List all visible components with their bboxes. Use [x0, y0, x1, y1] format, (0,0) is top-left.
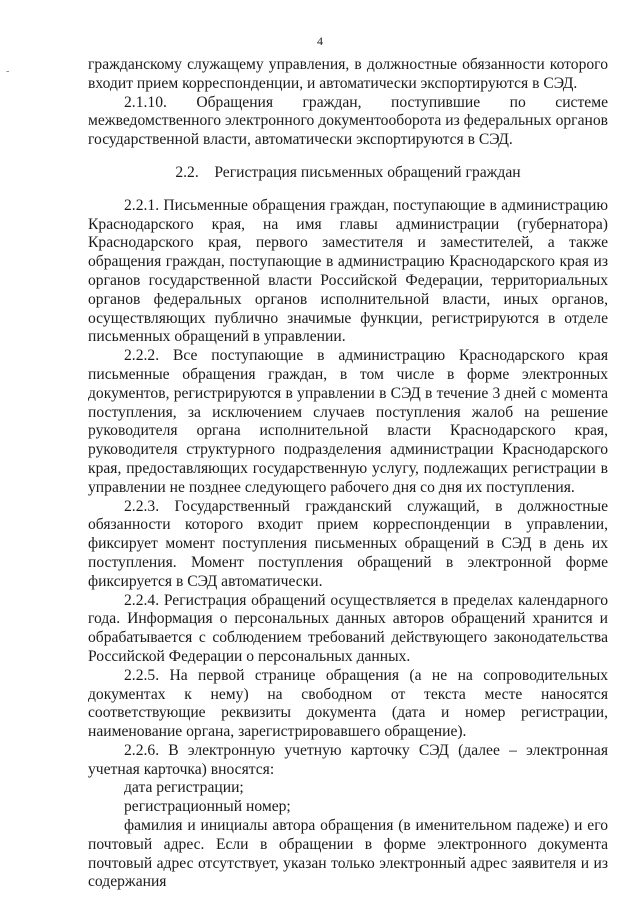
document-body: [88, 56, 608, 892]
paragraph-2-2-1: 2.2.1. Письменные обращения граждан, поступающие в администрацию Краснодарского края, на имя главы администрации (губернатора) Краснодарского края, первого заместителя и заместителей, а также обращения граждан, поступающие в администрацию Краснодарского края из органов государственной власти Российской Федерации, территориальных органов федеральных органов исполнительной власти, иных органов, осуществляющих публично значимые функции, регистрируются в отделе письменных обращений в управлении.: [88, 196, 608, 346]
paragraph-2-2-5: 2.2.5. На первой странице обращения (а не на сопроводительных документах к нему) на свободном от текста месте наносятся соответствующие реквизиты документа (дата и номер регистрации, наименование органа, зарегистрировавшего обращение).: [88, 666, 608, 741]
margin-mark: -: [6, 66, 10, 77]
section-heading-2-2: 2.2. Регистрация письменных обращений граждан: [175, 163, 521, 181]
list-item-registration-date: дата регистрации;: [124, 779, 244, 797]
paragraph-2-2-3: 2.2.3. Государственный гражданский служащий, в должностные обязанности которого входит прием корреспонденции в управлении, фиксирует момент поступления письменных обращений в СЭД в день их поступления. Момент поступления обращений в электронной форме фиксируется в СЭД автоматически.: [88, 497, 608, 590]
paragraph-2-2-6: 2.2.6. В электронную учетную карточку СЭД (далее – электронная учетная карточка) вносятся:: [88, 741, 608, 778]
paragraph-2-2-2: 2.2.2. Все поступающие в администрацию Краснодарского края письменные обращения граждан, в том числе в форме электронных документов, регистрируются в управлении в СЭД в течение 3 дней с момента поступления, за исключением случаев поступления жалоб на решение руководителя органа исполнительной власти Краснодарского края, руководителя структурного подразделения администрации Краснодарского края, предоставляющих государственную услугу, подлежащих регистрации в управлении не позднее следующего рабочего дня со дня их поступления.: [88, 347, 608, 496]
paragraph-author-name: фамилия и инициалы автора обращения (в именительном падеже) и его почтовый адрес. Если в обращении в форме электронного документа почтовый адрес отсутствует, указан только электронный адрес заявителя и из содержания: [88, 817, 608, 891]
paragraph-2-1-10: 2.1.10. Обращения граждан, поступившие по системе межведомственного электронного документооборота из федеральных органов государственной власти, автоматически экспортируются в СЭД.: [88, 93, 608, 149]
list-item-registration-number: регистрационный номер;: [124, 798, 291, 816]
paragraph-continuation: гражданскому служащему управления, в должностные обязанности которого входит прием корреспонденции, и автоматически экспортируются в СЭД.: [88, 56, 608, 92]
page-number: 4: [317, 34, 323, 48]
paragraph-2-2-4: 2.2.4. Регистрация обращений осуществляется в пределах календарного года. Информация о персональных данных авторов обращений хранится и обрабатывается с соблюдением требований действующего законодательства Российской Федерации о персональных данных.: [88, 591, 608, 665]
